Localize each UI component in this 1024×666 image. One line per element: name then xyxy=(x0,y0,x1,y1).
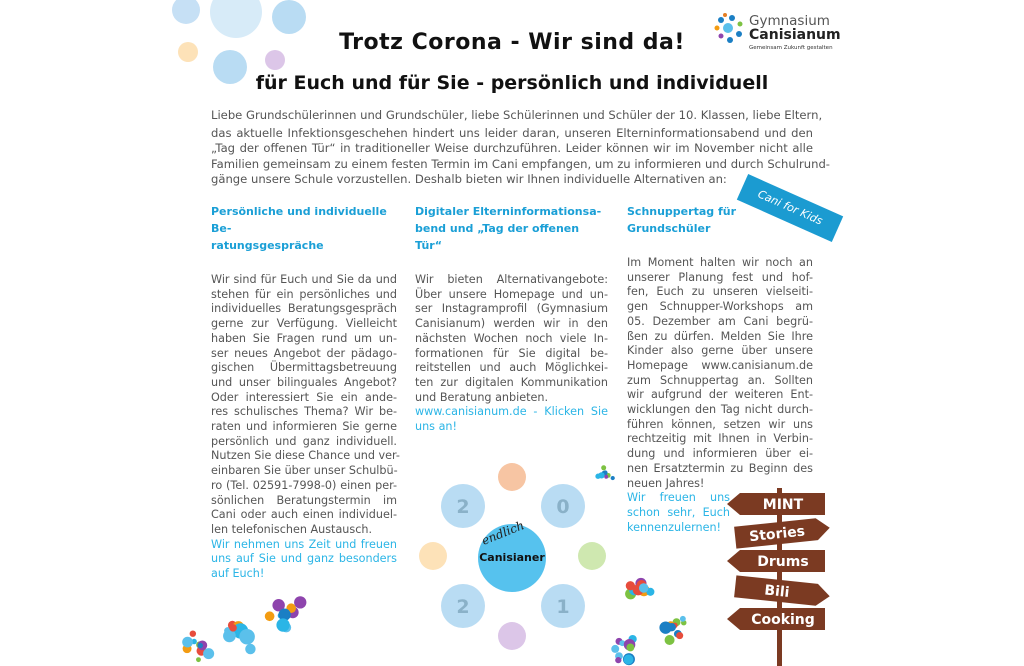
column-1 xyxy=(211,203,400,582)
body-line: ßen zu dürfen. Melden Sie Ihre xyxy=(627,329,813,343)
decorative-dot xyxy=(668,623,676,631)
decorative-dot xyxy=(639,583,649,593)
heading-line: bend und „Tag der offenen Tür“ xyxy=(415,222,580,252)
decorative-dot xyxy=(190,630,196,636)
body-line: Im Moment halten wir noch an xyxy=(627,256,813,269)
body-line: Wir bieten Alternativangebote: xyxy=(415,273,608,286)
digit-label: 0 xyxy=(556,496,570,518)
decorative-dot xyxy=(629,585,639,595)
decorative-dot xyxy=(223,630,236,643)
column-heading xyxy=(211,203,397,254)
body-line: raten und informieren Sie gerne xyxy=(211,420,397,434)
body-line: individuelles Beratungsgespräch xyxy=(211,302,397,316)
body-line: Homepage www.canisianum.de xyxy=(627,358,813,372)
decorative-dot xyxy=(183,644,192,653)
decorative-dot xyxy=(666,621,674,629)
heading-line: Schnuppertag für xyxy=(627,205,736,218)
decorative-dot xyxy=(638,585,650,597)
decorative-dot xyxy=(636,586,642,592)
logo-tagline: Gemeinsam Zukunft gestalten xyxy=(749,45,833,51)
highlight-line: Wir freuen uns xyxy=(627,491,730,505)
body-line: nächsten Wochen noch viele In- xyxy=(415,331,608,345)
decorative-dot xyxy=(636,580,646,590)
body-line: führen können, setzen wir uns xyxy=(627,417,813,431)
decorative-dot xyxy=(239,629,255,645)
diagram-circle-yellow xyxy=(419,542,447,570)
highlight-line: www.canisianum.de - Klicken Sie xyxy=(415,405,608,419)
digit-label: 1 xyxy=(556,596,570,618)
decorative-dot xyxy=(287,607,299,619)
body-line: gen Schnupper-Workshops am xyxy=(627,300,813,314)
heading-line: Persönliche und individuelle Be- xyxy=(211,205,387,235)
body-line: res schulisches Thema? Wir be- xyxy=(211,405,397,419)
highlight-line: Wir nehmen uns Zeit und freuen xyxy=(211,537,397,551)
decorative-dot xyxy=(676,632,683,639)
decorative-dot xyxy=(191,639,196,644)
decorative-dot xyxy=(665,635,675,645)
sign-label: MINT xyxy=(762,497,804,513)
body-line: Cani oder auch einen individuel- xyxy=(211,508,397,522)
body-line: len telefonischen Austausch. xyxy=(211,522,373,536)
decorative-dot xyxy=(680,616,686,622)
decorative-dot xyxy=(628,635,636,643)
year-diagram xyxy=(400,450,620,666)
decorative-dot xyxy=(626,581,635,590)
body-line: zum Schnuppertag an. Sollten xyxy=(627,373,813,387)
body-line: formationen für Sie digital be- xyxy=(415,346,608,360)
body-line: Kinder also gerne über unsere xyxy=(627,344,813,358)
decorative-dot xyxy=(674,630,682,638)
intro-line: gänge unsere Schule vorzustellen. Deshalb bieten wir Ihnen individuelle Alternativen an: xyxy=(211,172,727,187)
sign-drums xyxy=(727,550,825,572)
decorative-dot xyxy=(182,637,193,648)
decorative-dot xyxy=(624,655,634,665)
decorative-dot xyxy=(294,596,306,608)
decorative-dot xyxy=(633,584,644,595)
heading-line: ratungsgespräche xyxy=(211,239,324,252)
decorative-dot xyxy=(646,588,654,596)
decorative-dot xyxy=(197,640,207,650)
sign-label: Cooking xyxy=(751,612,815,628)
body-line: gischen Übermittagsbetreuung xyxy=(211,361,397,375)
decorative-dot xyxy=(281,623,291,633)
decorative-dot xyxy=(624,639,636,651)
decorative-dot xyxy=(196,657,201,662)
decorative-dot xyxy=(672,623,678,629)
decorative-dot xyxy=(197,646,207,656)
decorative-dot xyxy=(625,588,636,599)
decorative-dot xyxy=(265,611,275,621)
intro-line: Familien gemeinsam zu einem festen Termin im Cani empfangen, um zu informieren und durch Schulrund- xyxy=(211,156,830,171)
intro-line: Liebe Grundschülerinnen und Grundschüler, liebe Schülerinnen und Schüler der 10. Klassen, liebe Eltern, xyxy=(211,108,823,122)
decorative-dot xyxy=(659,621,671,633)
highlight-line: uns an! xyxy=(415,420,457,434)
cani-for-kids-badge: Cani for Kids xyxy=(737,174,843,242)
body-line: rechtzeitig mit Ihnen in Verbin- xyxy=(627,432,813,446)
column-highlight xyxy=(211,538,397,582)
body-line: einbaren Sie über unser Schulbü- xyxy=(211,464,398,478)
heading-line: Grundschüler xyxy=(627,222,711,235)
sign-bili xyxy=(734,575,831,607)
digit-label: 2 xyxy=(456,596,470,618)
body-line: und unser bilinguales Angebot? xyxy=(211,375,397,389)
decorative-dot xyxy=(673,618,681,626)
decorative-dot xyxy=(635,578,646,589)
signpost xyxy=(725,488,835,666)
script-label: endlich xyxy=(479,518,527,548)
body-line: haben Sie Fragen rund um un- xyxy=(211,331,397,345)
body-line: 05. Dezember am Cani begrü- xyxy=(627,314,813,328)
body-line: ser Instagramprofil (Gymnasium xyxy=(415,302,608,316)
logo-line1: Gymnasium xyxy=(749,13,830,29)
body-line: ser neues Angebot der pädago- xyxy=(211,346,397,360)
highlight-line: kennenzulernen! xyxy=(627,520,722,534)
logo-line2: Canisianum xyxy=(749,27,841,43)
decorative-dot xyxy=(278,612,284,618)
body-line: fen, Euch zu unseren vielseiti- xyxy=(627,285,813,299)
body-line: ro (Tel. 02591-7998-0) einen per- xyxy=(211,478,397,492)
body-line: sönlichen Beratungstermin im xyxy=(211,493,397,507)
body-line: Nutzen Sie diese Chance und ver- xyxy=(211,449,400,463)
decorative-dot xyxy=(234,623,245,634)
decorative-dot xyxy=(276,618,289,631)
decorative-dot xyxy=(233,621,245,633)
decorative-dot xyxy=(286,603,296,613)
column-2 xyxy=(415,203,608,435)
heading-line: Digitaler Elterninformationsa- xyxy=(415,205,602,218)
decorative-dot xyxy=(228,621,237,630)
body-line: wir aufgrund der weiteren Ent- xyxy=(627,388,813,402)
sign-label: Stories xyxy=(748,523,806,546)
intro-line: das aktuelle Infektionsgeschehen hindert uns leider daran, unseren Elterninformationsabend und den xyxy=(211,125,813,140)
diagram-circle-orange xyxy=(498,463,526,491)
body-line: wicklungen den Tag nicht durch- xyxy=(627,403,813,417)
decorative-dot xyxy=(272,599,284,611)
intro-paragraph xyxy=(211,108,830,188)
decorative-dot xyxy=(283,609,293,619)
digit-label: 2 xyxy=(456,496,470,518)
decorative-dot xyxy=(626,643,634,651)
decorative-dot xyxy=(226,631,233,638)
highlight-line: schon sehr, Euch xyxy=(627,505,730,519)
column-heading xyxy=(627,203,813,237)
center-label: Canisianer xyxy=(479,551,545,564)
highlight-line: uns auf Sie und ganz besonders xyxy=(211,552,397,566)
body-line: reitstellen und auch Möglichkei- xyxy=(415,361,608,375)
decorative-dot xyxy=(619,640,625,646)
sign-label: Drums xyxy=(757,554,809,570)
body-line: neuen Jahres! xyxy=(627,476,705,490)
highlight-line: auf Euch! xyxy=(211,567,265,581)
body-line: dung und informieren über ei- xyxy=(627,447,813,461)
body-line: gerne zur Verfügung. Vielleicht xyxy=(211,317,397,331)
decorative-dot xyxy=(623,653,635,665)
body-line: und Beratung anbieten. xyxy=(415,390,549,404)
body-line: persönlich und ganz individuell. xyxy=(211,434,397,448)
decorative-dot xyxy=(245,644,255,654)
body-line: unserer Planung fest und hof- xyxy=(627,270,813,284)
column-heading xyxy=(415,203,608,254)
intro-line: „Tag der offenen Tür“ in traditioneller Weise durchzuführen. Leider können wir im November nicht alle xyxy=(211,141,813,156)
sign-mint xyxy=(727,493,825,515)
body-line: nen Ersatztermin zu Beginn des xyxy=(627,461,813,475)
decorative-dot xyxy=(196,641,203,648)
decorative-dot xyxy=(229,624,237,632)
body-line: stehen für ein persönliches und xyxy=(211,287,397,301)
decorative-dot xyxy=(224,627,231,634)
diagram-circle-purple xyxy=(498,622,526,650)
decorative-dot xyxy=(278,609,290,621)
body-line: Wir sind für Euch und Sie da und xyxy=(211,273,397,286)
sign-stories xyxy=(734,517,831,549)
decorative-dot xyxy=(198,643,203,648)
diagram-circle-green xyxy=(578,542,606,570)
sign-cooking xyxy=(727,608,825,630)
body-line: ten zur digitalen Kommunikation xyxy=(415,375,608,389)
body-line: Canisianum) werden wir in den xyxy=(415,317,608,331)
decorative-dot xyxy=(233,623,248,638)
school-logo xyxy=(712,12,841,57)
page-subtitle: für Euch und für Sie - persönlich und individuell xyxy=(255,72,769,94)
body-line: Oder interessiert Sie ein ande- xyxy=(211,390,397,404)
decorative-dot xyxy=(681,620,686,625)
decorative-dot xyxy=(203,648,214,659)
column-highlight[interactable] xyxy=(415,405,608,434)
logo-dots-icon xyxy=(712,12,746,46)
body-line: Über unsere Homepage und un- xyxy=(415,287,608,301)
column-3 xyxy=(627,203,813,535)
sign-label: Bili xyxy=(763,582,791,601)
column-highlight xyxy=(627,491,730,535)
page-title: Trotz Corona - Wir sind da! xyxy=(339,30,685,55)
